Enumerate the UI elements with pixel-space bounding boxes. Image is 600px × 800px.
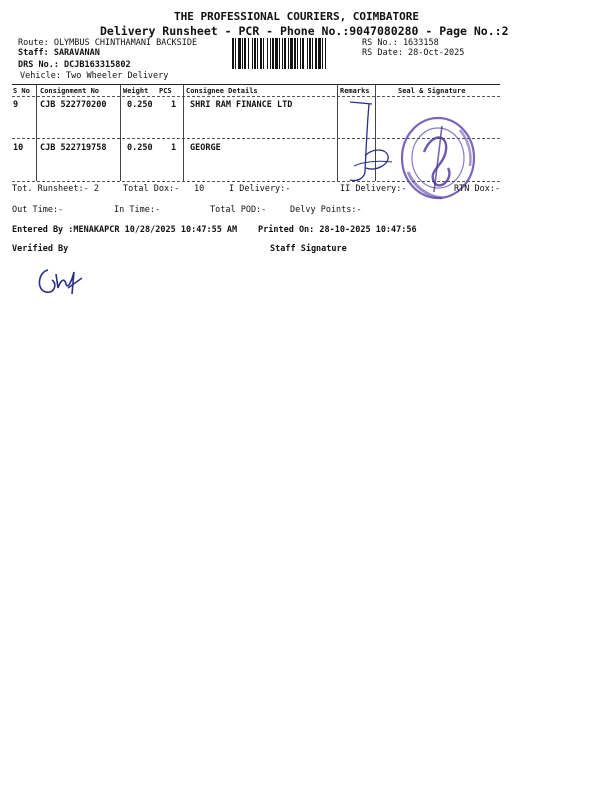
barcode-bar — [309, 38, 311, 69]
barcode-bar — [312, 38, 313, 69]
barcode-image — [232, 38, 356, 69]
rtn-dox: RTN Dox:- — [454, 184, 501, 194]
column-divider-2 — [120, 84, 121, 181]
staff-text: Staff: SARAVANAN — [18, 48, 100, 58]
delivery-points: Delvy Points:- — [290, 205, 362, 215]
runsheet-subtitle: Delivery Runsheet - PCR - Phone No.:9047080280 - Page No.:2 — [100, 24, 509, 38]
staff-signature-label: Staff Signature — [270, 244, 347, 254]
barcode-bar — [254, 38, 256, 69]
barcode-bar — [272, 38, 274, 69]
barcode-bar — [284, 38, 286, 69]
barcode-bar — [257, 38, 258, 69]
total-dox-label: Total Dox:- — [123, 184, 180, 194]
header-pcs: PCS — [159, 87, 172, 95]
barcode-bar — [238, 38, 241, 69]
header-sno: S No — [13, 87, 30, 95]
rs-date: RS Date: 28-Oct-2025 — [362, 48, 465, 58]
barcode-bar — [232, 38, 234, 69]
rs-number: RS No.: 1633158 — [362, 38, 439, 48]
header-consignment: Consignment No — [40, 87, 100, 95]
column-divider-3 — [183, 84, 184, 181]
header-remarks: Remarks — [340, 87, 370, 95]
barcode-bar — [279, 38, 280, 69]
row-2-weight: 0.250 — [127, 143, 153, 153]
barcode-bar — [302, 38, 304, 69]
barcode-bar — [297, 38, 298, 69]
barcode-bar — [294, 38, 296, 69]
entered-by: Entered By :MENAKAPCR 10/28/2025 10:47:55 AM — [12, 225, 238, 235]
verified-by-label: Verified By — [12, 244, 69, 254]
barcode-bar — [288, 38, 289, 69]
i-delivery: I Delivery:- — [229, 184, 291, 194]
total-pod: Total POD:- — [210, 205, 267, 215]
row-2-pcs: 1 — [171, 143, 177, 153]
barcode-bar — [307, 38, 308, 69]
barcode-bar — [260, 38, 262, 69]
header-weight: Weight — [123, 87, 149, 95]
route-text: Route: OLYMBUS CHINTHAMANI BACKSIDE — [18, 38, 198, 48]
row-2-sno: 10 — [13, 143, 24, 153]
row-2-consignee: GEORGE — [190, 143, 221, 153]
barcode-bar — [318, 38, 321, 69]
barcode-bar — [300, 38, 301, 69]
row-1-weight: 0.250 — [127, 100, 153, 110]
header-seal: Seal & Signature — [398, 87, 466, 95]
barcode-bar — [267, 38, 268, 69]
barcode-bar — [275, 38, 278, 69]
barcode-bar — [325, 38, 326, 69]
row-2-consignment: CJB 522719758 — [40, 143, 107, 153]
barcode-bar — [282, 38, 283, 69]
table-top-border — [12, 84, 500, 85]
out-time: Out Time:- — [12, 205, 64, 215]
barcode-bar — [252, 38, 253, 69]
barcode-bar — [270, 38, 271, 69]
barcode-bar — [235, 38, 236, 69]
printed-on: Printed On: 28-10-2025 10:47:56 — [258, 225, 417, 235]
drs-number: DRS No.: DCJB163315802 — [18, 60, 131, 70]
row-1-pcs: 1 — [171, 100, 177, 110]
delivery-signature-mark — [336, 96, 406, 190]
in-time: In Time:- — [114, 205, 161, 215]
total-dox-value: 10 — [194, 184, 205, 194]
table-header-divider — [12, 96, 500, 97]
barcode-bar — [290, 38, 293, 69]
verifier-signature — [34, 262, 86, 302]
vehicle-text: Vehicle: Two Wheeler Delivery — [20, 71, 169, 81]
barcode-bar — [248, 38, 249, 69]
company-title: THE PROFESSIONAL COURIERS, COIMBATORE — [174, 10, 420, 23]
row-1-sno: 9 — [13, 100, 19, 110]
column-divider-1 — [36, 84, 37, 181]
barcode-bar — [263, 38, 264, 69]
row-1-consignment: CJB 522770200 — [40, 100, 107, 110]
ii-delivery: II Delivery:- — [340, 184, 407, 194]
row-1-consignee: SHRI RAM FINANCE LTD — [190, 100, 293, 110]
total-runsheet: Tot. Runsheet:- 2 — [12, 184, 99, 194]
barcode-bar — [244, 38, 246, 69]
header-consignee: Consignee Details — [186, 87, 258, 95]
barcode-bar — [322, 38, 323, 69]
barcode-bar — [242, 38, 243, 69]
barcode-bar — [315, 38, 317, 69]
